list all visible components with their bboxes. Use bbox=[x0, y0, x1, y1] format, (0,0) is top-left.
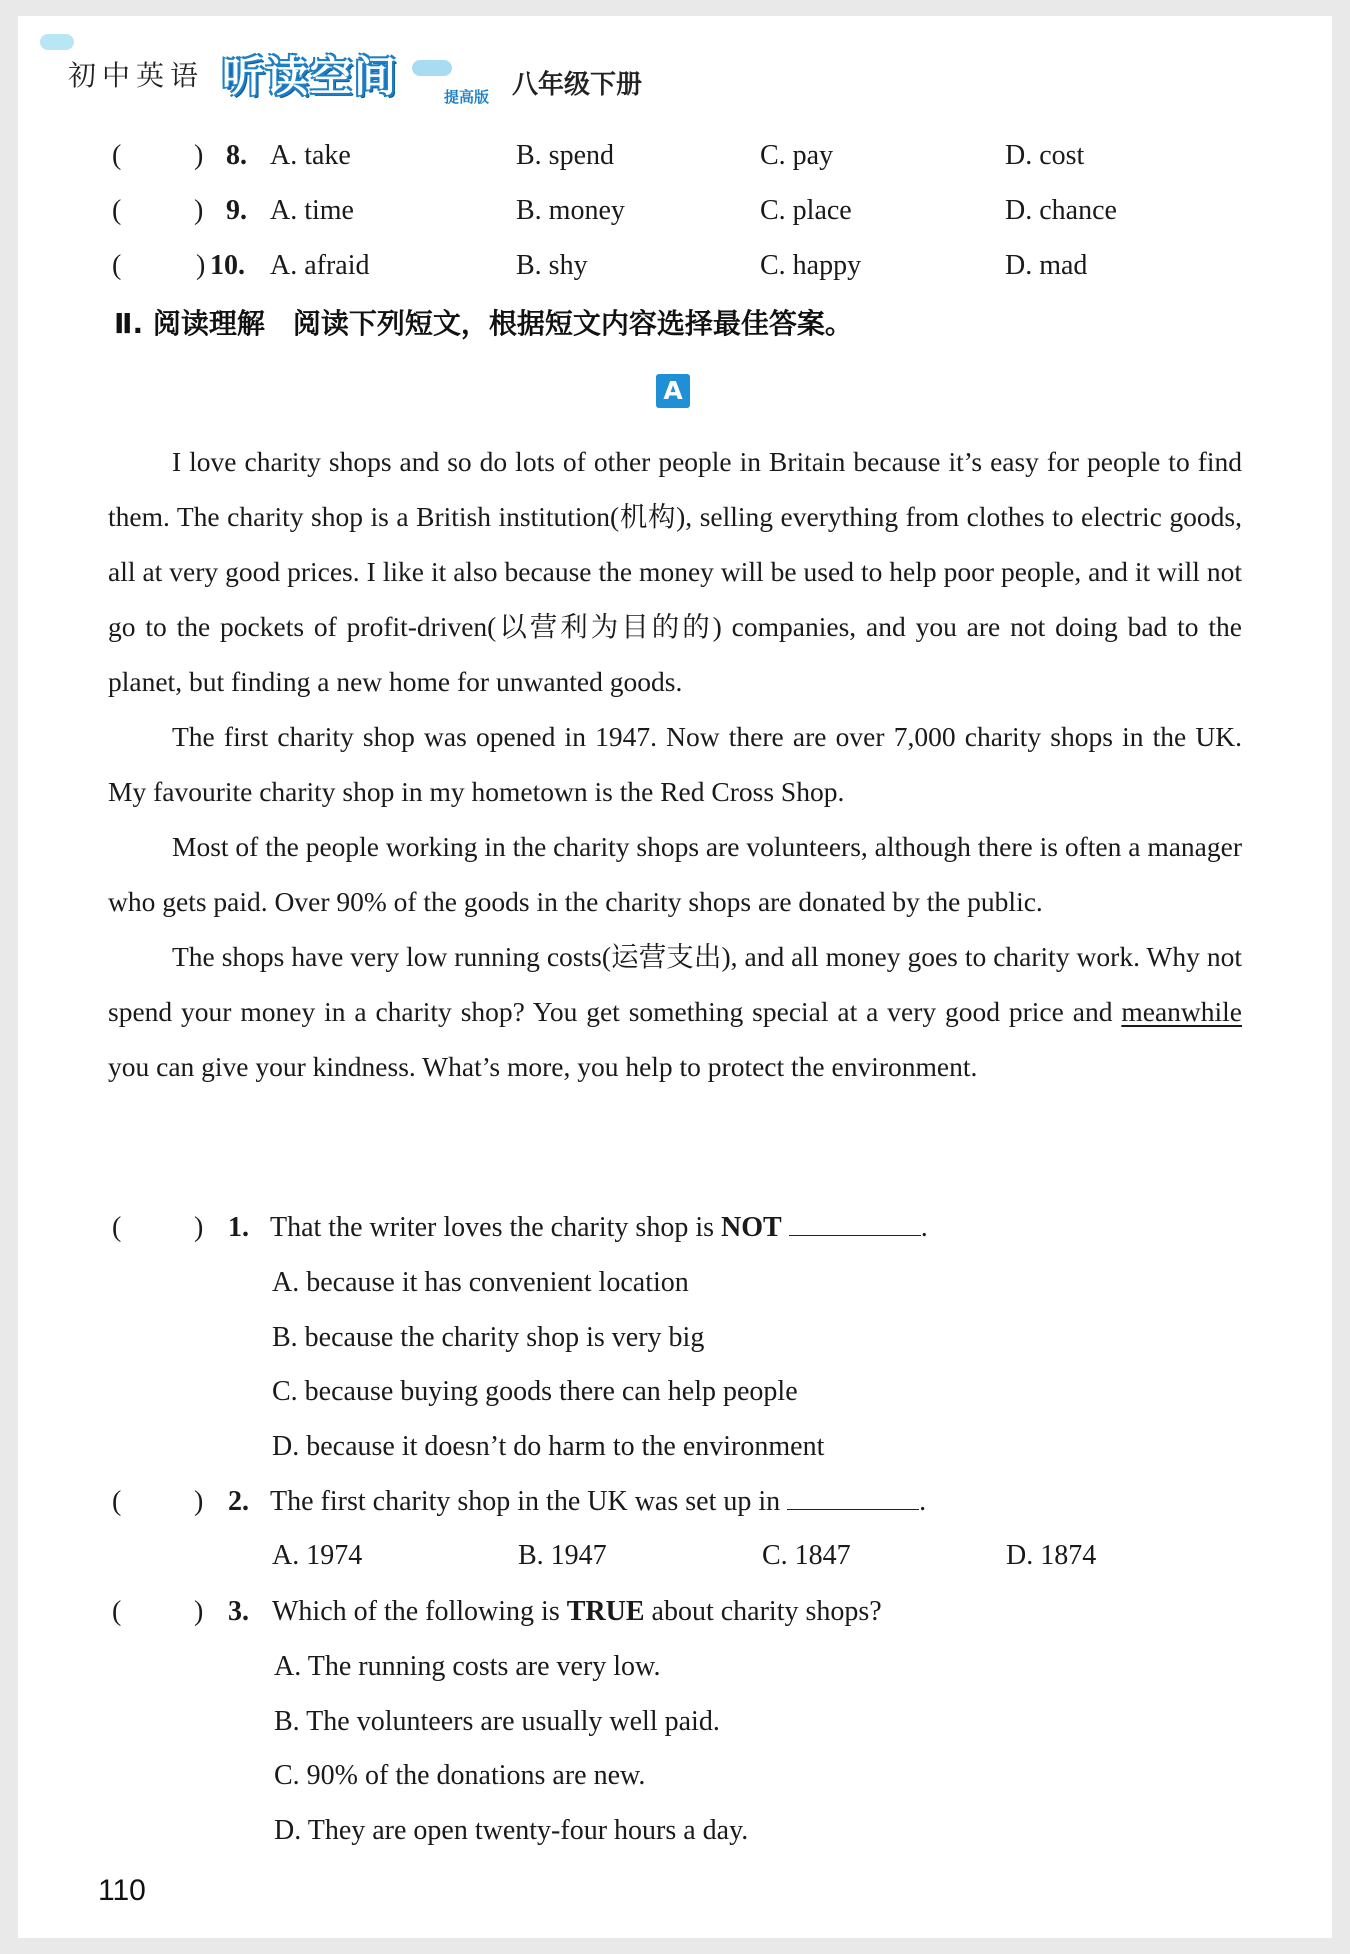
cloud-decoration-icon bbox=[40, 34, 74, 50]
option-b: B. shy bbox=[516, 250, 588, 281]
passage-text: The shops have very low running costs(运营支出), and all money goes to charity work. Why not spend your money in a charity shop? You get something special at a very good price and bbox=[108, 941, 1242, 1027]
section-title: Ⅱ. 阅读理解 阅读下列短文，根据短文内容选择最佳答案。 bbox=[114, 307, 853, 340]
option-a: A. because it has convenient location bbox=[272, 1267, 689, 1298]
question-number: 3. bbox=[228, 1596, 249, 1627]
option-b: B. The volunteers are usually well paid. bbox=[274, 1706, 720, 1737]
question-stem bbox=[270, 1212, 928, 1244]
option-b: B. spend bbox=[516, 140, 614, 171]
passage-label-badge: A bbox=[656, 374, 690, 408]
answer-paren-close: ) bbox=[194, 1212, 204, 1243]
question-stem bbox=[272, 1596, 882, 1628]
option-d: D. 1874 bbox=[1006, 1540, 1097, 1571]
question-number: 9. bbox=[226, 195, 247, 226]
page-number: 110 bbox=[98, 1874, 146, 1907]
question-number: 2. bbox=[228, 1486, 249, 1517]
question-number: 10. bbox=[210, 250, 245, 281]
answer-paren-open: ( bbox=[112, 1486, 122, 1517]
answer-blank bbox=[787, 1487, 919, 1510]
answer-paren-open: ( bbox=[112, 140, 122, 171]
stem-text: about charity shops? bbox=[644, 1596, 882, 1627]
option-d: D. because it doesn’t do harm to the environment bbox=[272, 1431, 825, 1462]
stem-text: That the writer loves the charity shop is bbox=[270, 1212, 721, 1243]
option-c: C. because buying goods there can help people bbox=[272, 1376, 798, 1407]
option-d: D. mad bbox=[1005, 250, 1088, 281]
question-stem bbox=[270, 1486, 926, 1518]
page-header bbox=[40, 26, 740, 106]
answer-paren-open: ( bbox=[112, 1596, 122, 1627]
passage-paragraph: I love charity shops and so do lots of other people in Britain because it’s easy for people to find them. The charity shop is a British institution(机构), selling everything from clothes to electric goods, all at very good prices. I like it also because the money will be used to help poor people, and it will not go to the pockets of profit-driven(以营利为目的的) companies, and you are not doing bad to the planet, but finding a new home for unwanted goods. bbox=[108, 446, 1242, 697]
answer-paren-close: ) bbox=[196, 250, 206, 281]
option-a: A. take bbox=[270, 140, 351, 171]
option-d: D. chance bbox=[1005, 195, 1117, 226]
option-b: B. because the charity shop is very big bbox=[272, 1322, 705, 1353]
option-c: C. 90% of the donations are new. bbox=[274, 1760, 646, 1791]
stem-emphasis: TRUE bbox=[566, 1596, 645, 1627]
stem-text: . bbox=[919, 1486, 927, 1517]
question-number: 8. bbox=[226, 140, 247, 171]
passage-paragraph: The first charity shop was opened in 1947. Now there are over 7,000 charity shops in the UK. My favourite charity shop in my hometown is the Red Cross Shop. bbox=[108, 721, 1242, 807]
question-number: 1. bbox=[228, 1212, 249, 1243]
option-d: D. cost bbox=[1005, 140, 1085, 171]
brand-logo: 听读空间 bbox=[222, 52, 399, 101]
option-c: C. 1847 bbox=[762, 1540, 851, 1571]
grade-label: 八年级下册 bbox=[512, 70, 643, 100]
answer-paren-open: ( bbox=[112, 250, 122, 281]
option-d: D. They are open twenty-four hours a day. bbox=[274, 1815, 749, 1846]
edition-label: 提高版 bbox=[444, 88, 490, 106]
answer-paren-close: ) bbox=[194, 1486, 204, 1517]
option-c: C. pay bbox=[760, 140, 834, 171]
answer-paren-close: ) bbox=[194, 1596, 204, 1627]
option-b: B. 1947 bbox=[518, 1540, 607, 1571]
option-c: C. place bbox=[760, 195, 852, 226]
option-a: A. The running costs are very low. bbox=[274, 1651, 661, 1682]
series-title: 初中英语 bbox=[68, 59, 205, 92]
stem-text: . bbox=[920, 1212, 928, 1243]
answer-paren-open: ( bbox=[112, 195, 122, 226]
option-a: A. time bbox=[270, 195, 354, 226]
stem-text: The first charity shop in the UK was set up in bbox=[270, 1486, 788, 1517]
option-a: A. 1974 bbox=[272, 1540, 363, 1571]
answer-blank bbox=[789, 1213, 921, 1236]
underlined-word: meanwhile bbox=[1121, 996, 1242, 1027]
option-c: C. happy bbox=[760, 250, 862, 281]
reading-passage bbox=[108, 434, 1242, 1094]
cloud-decoration-icon bbox=[412, 60, 452, 76]
stem-emphasis: NOT bbox=[721, 1212, 782, 1243]
answer-paren-open: ( bbox=[112, 1212, 122, 1243]
passage-paragraph bbox=[108, 929, 1242, 1094]
option-b: B. money bbox=[516, 195, 625, 226]
answer-paren-close: ) bbox=[194, 140, 204, 171]
option-a: A. afraid bbox=[270, 250, 370, 281]
passage-paragraph: Most of the people working in the charity shops are volunteers, although there is often a manager who gets paid. Over 90% of the goods in the charity shops are donated by the public. bbox=[108, 831, 1242, 917]
stem-text: Which of the following is bbox=[272, 1596, 567, 1627]
passage-text: you can give your kindness. What’s more, you help to protect the environment. bbox=[108, 1051, 978, 1082]
answer-paren-close: ) bbox=[194, 195, 204, 226]
